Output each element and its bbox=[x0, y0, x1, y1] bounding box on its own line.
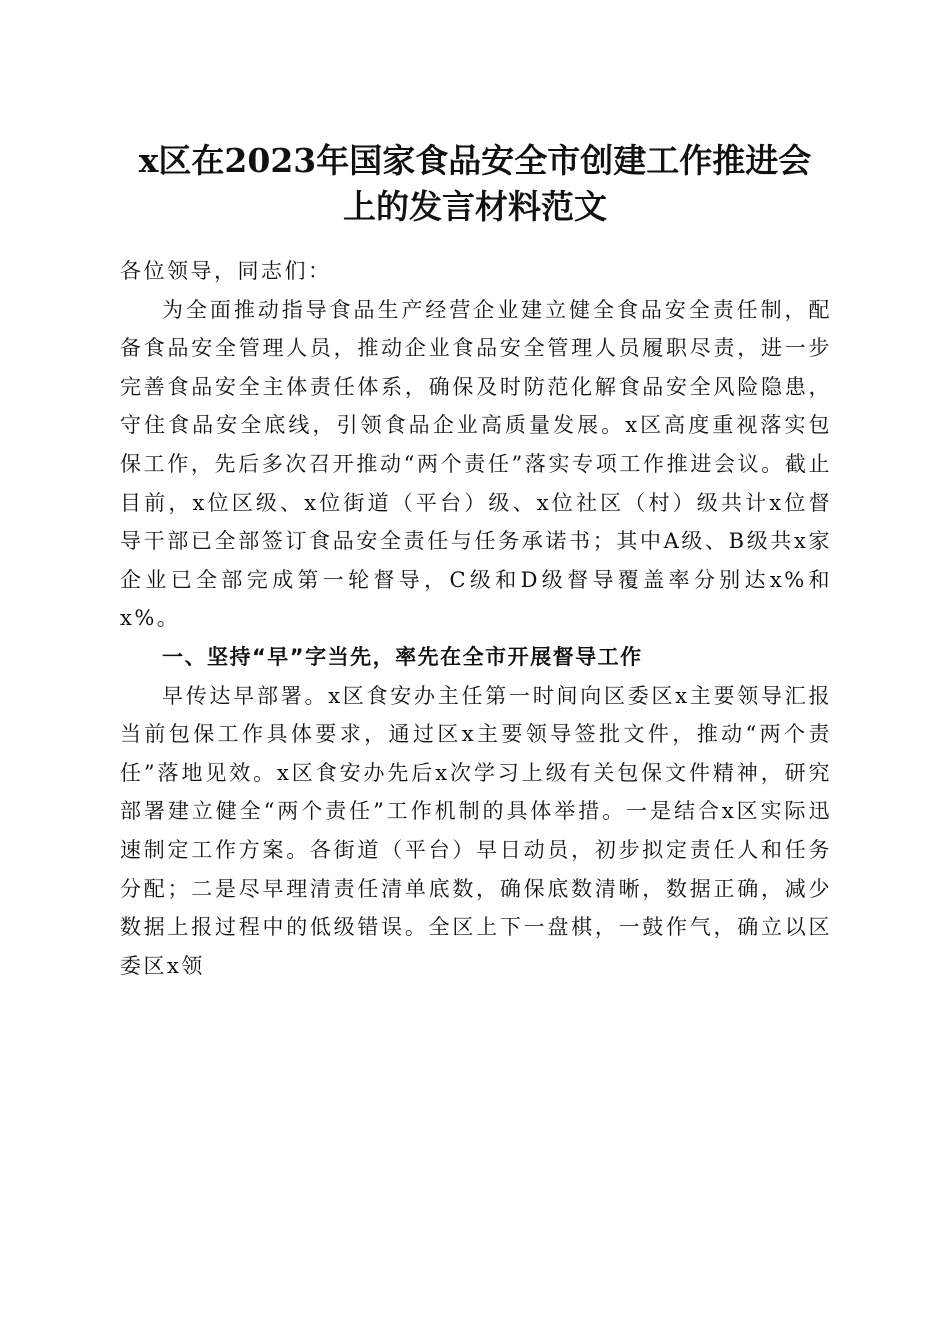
section-1-paragraph: 早传达早部署。x区食安办主任第一时间向区委区x主要领导汇报当前包保工作具体要求，通过区x主要领导签批文件，推动“两个责任”落地见效。x区食安办先后x次学习上级有关包保文件精神，研究部署建立健全“两个责任”工作机制的具体举措。一是结合x区实际迅速制定工作方案。各街道（平台）早日动员，初步拟定责任人和任务分配；二是尽早理清责任清单底数，确保底数清晰，数据正确，减少数据上报过程中的低级错误。全区上下一盘棋，一鼓作气，确立以区委区x领 bbox=[120, 683, 832, 978]
salutation: 各位领导，同志们： bbox=[120, 259, 332, 283]
title-line-2: 上的发言材料范文 bbox=[343, 187, 607, 226]
intro-paragraph: 为全面推动指导食品生产经营企业建立健全食品安全责任制，配备食品安全管理人员，推动企业食品安全管理人员履职尽责，进一步完善食品安全主体责任体系，确保及时防范化解食品安全风险隐患，守住食品安全底线，引领食品企业高质量发展。x区高度重视落实包保工作，先后多次召开推动“两个责任”落实专项工作推进会议。截止目前，x位区级、x位街道（平台）级、x位社区（村）级共计x位督导干部已全部签订食品安全责任与任务承诺书；其中A级、B级共x家企业已全部完成第一轮督导，C级和D级督导覆盖率分别达x%和x%。 bbox=[120, 297, 832, 631]
document-body bbox=[120, 252, 832, 985]
section-heading-1: 一、坚持“早”字当先，率先在全市开展督导工作 bbox=[162, 644, 643, 669]
document-title bbox=[100, 138, 850, 230]
title-line-1: x区在2023年国家食品安全市创建工作推进会 bbox=[138, 141, 812, 180]
